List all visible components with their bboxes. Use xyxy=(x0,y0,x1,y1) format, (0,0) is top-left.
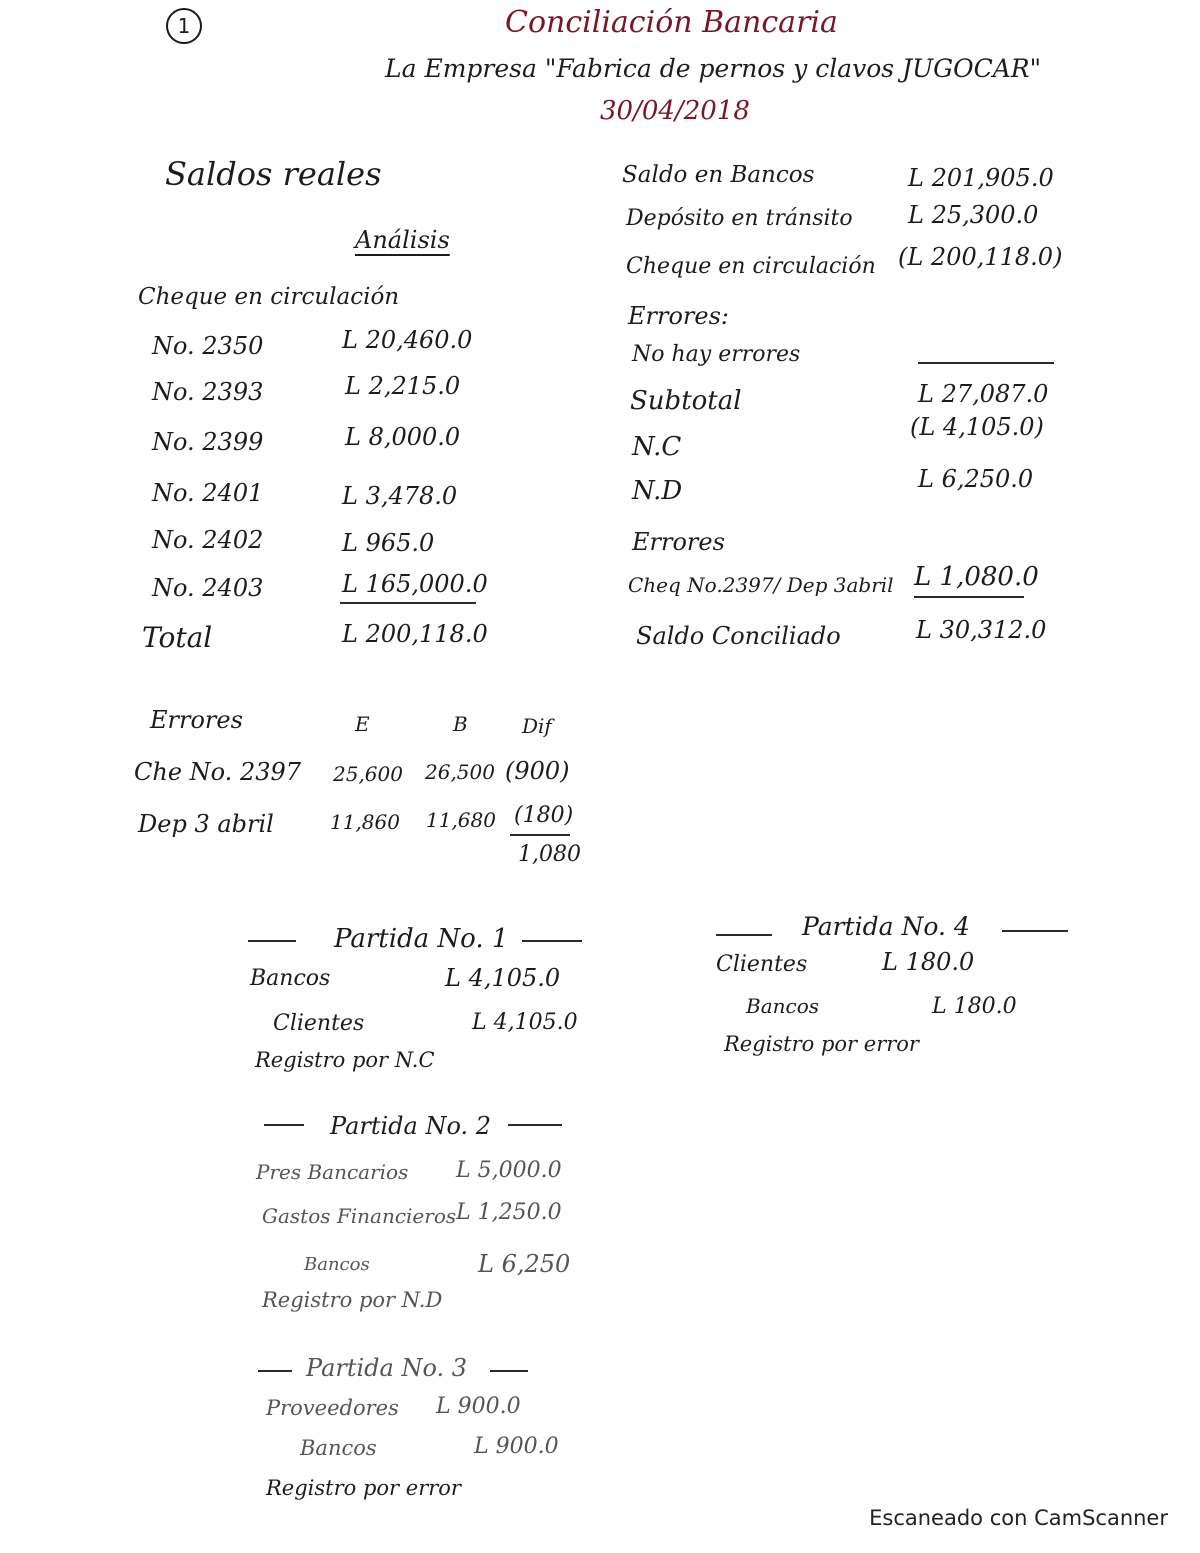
title-rule xyxy=(522,940,582,942)
exercise-number: 1 xyxy=(166,8,202,44)
total-value: L 200,118.0 xyxy=(342,620,488,648)
errores2-label: Errores xyxy=(632,528,725,556)
error-row-dif: (900) xyxy=(505,757,570,785)
partida-debit: L 5,000.0 xyxy=(456,1158,562,1183)
partida-note: Registro por error xyxy=(266,1476,461,1500)
partida-debit: L 900.0 xyxy=(436,1394,521,1419)
cheque-number: No. 2350 xyxy=(152,332,264,360)
partida-credit: L 900.0 xyxy=(474,1434,559,1459)
nc-value: (L 4,105.0) xyxy=(910,413,1044,441)
title-rule xyxy=(716,934,772,936)
partida-note: Registro por N.C xyxy=(255,1048,435,1072)
partida-credit: L 180.0 xyxy=(932,994,1017,1019)
partida-title: Partida No. 4 xyxy=(802,912,970,941)
saldo-bancos-label: Saldo en Bancos xyxy=(622,162,815,188)
partida-account: Clientes xyxy=(716,952,808,977)
column-header-b: B xyxy=(453,712,468,736)
partida-title: Partida No. 1 xyxy=(334,924,509,954)
nd-label: N.D xyxy=(632,476,683,506)
total-divider xyxy=(340,602,476,604)
partida-credit: L 6,250 xyxy=(478,1250,571,1278)
partida-title: Partida No. 3 xyxy=(306,1354,468,1382)
error-row-label: Che No. 2397 xyxy=(134,758,302,786)
scanner-watermark: Escaneado con CamScanner xyxy=(869,1506,1168,1530)
error-row-b: 11,680 xyxy=(426,808,496,832)
partida-note: Registro por error xyxy=(724,1032,919,1056)
nd-value: L 6,250.0 xyxy=(918,465,1034,493)
cheq-dep-label: Cheq No.2397/ Dep 3abril xyxy=(628,573,894,597)
cheque-amount: L 165,000.0 xyxy=(342,570,488,598)
cheque-amount: L 3,478.0 xyxy=(342,482,458,510)
subtotal-label: Subtotal xyxy=(630,386,742,416)
no-errores-text: No hay errores xyxy=(632,342,801,367)
nc-label: N.C xyxy=(632,432,682,462)
subtotal-value: L 27,087.0 xyxy=(918,380,1049,408)
cheque-number: No. 2403 xyxy=(152,574,264,602)
partida-account: Clientes xyxy=(273,1011,365,1036)
saldo-conciliado-label: Saldo Conciliado xyxy=(636,622,841,650)
partida-account: Proveedores xyxy=(266,1396,399,1420)
errores-label: Errores: xyxy=(628,302,729,330)
dif-total: 1,080 xyxy=(518,842,581,867)
cheq-dep-value: L 1,080.0 xyxy=(914,562,1039,592)
cheque-number: No. 2393 xyxy=(152,378,264,406)
cheque-number: No. 2399 xyxy=(152,428,264,456)
dif-divider xyxy=(510,834,570,836)
cheque-amount: L 965.0 xyxy=(342,529,435,557)
analisis-title: Análisis xyxy=(355,226,450,254)
partida-account: Bancos xyxy=(746,994,820,1018)
partida-title: Partida No. 2 xyxy=(330,1112,492,1140)
saldo-divider xyxy=(914,596,1024,598)
partida-note: Registro por N.D xyxy=(262,1288,443,1312)
cheque-number: No. 2402 xyxy=(152,526,264,554)
document-date: 30/04/2018 xyxy=(600,96,750,126)
cheque-amount: L 2,215.0 xyxy=(345,372,461,400)
title-rule xyxy=(248,940,296,942)
partida-account: Gastos Financieros xyxy=(262,1204,457,1228)
partida-account: Bancos xyxy=(250,966,331,991)
partida-account: Bancos xyxy=(304,1254,370,1275)
error-row-e: 11,860 xyxy=(330,810,400,834)
cheque-circulacion-label: Cheque en circulación xyxy=(626,254,876,279)
partida-debit: L 4,105.0 xyxy=(445,964,561,992)
title-rule xyxy=(508,1124,562,1126)
cheque-amount: L 20,460.0 xyxy=(342,326,473,354)
partida-account: Bancos xyxy=(300,1436,377,1460)
deposito-transito-value: L 25,300.0 xyxy=(908,201,1039,229)
total-label: Total xyxy=(142,621,213,654)
cheque-amount: L 8,000.0 xyxy=(345,423,461,451)
column-header-e: E xyxy=(355,712,370,736)
cheques-title: Cheque en circulación xyxy=(138,284,400,310)
subtotal-divider xyxy=(918,362,1054,364)
company-subtitle: La Empresa "Fabrica de pernos y clavos JUGOCAR" xyxy=(385,54,1042,83)
deposito-transito-label: Depósito en tránsito xyxy=(626,206,853,231)
title-rule xyxy=(490,1370,528,1372)
cheque-circulacion-value: (L 200,118.0) xyxy=(898,243,1063,271)
error-row-e: 25,600 xyxy=(333,762,403,786)
cheque-number: No. 2401 xyxy=(152,479,264,507)
partida-debit: L 1,250.0 xyxy=(456,1200,562,1225)
error-row-b: 26,500 xyxy=(425,760,495,784)
partida-debit: L 180.0 xyxy=(882,948,975,976)
partida-account: Pres Bancarios xyxy=(256,1160,409,1184)
error-row-label: Dep 3 abril xyxy=(138,810,274,838)
saldo-conciliado-value: L 30,312.0 xyxy=(916,616,1047,644)
title-rule xyxy=(1002,930,1068,932)
document-title: Conciliación Bancaria xyxy=(505,5,838,40)
title-rule xyxy=(264,1124,304,1126)
column-header-dif: Dif xyxy=(522,714,552,738)
partida-credit: L 4,105.0 xyxy=(472,1010,578,1035)
saldos-reales-title: Saldos reales xyxy=(165,155,382,193)
errores-table-title: Errores xyxy=(150,706,243,734)
title-rule xyxy=(258,1370,292,1372)
saldo-bancos-value: L 201,905.0 xyxy=(908,164,1054,192)
error-row-dif: (180) xyxy=(514,803,574,828)
